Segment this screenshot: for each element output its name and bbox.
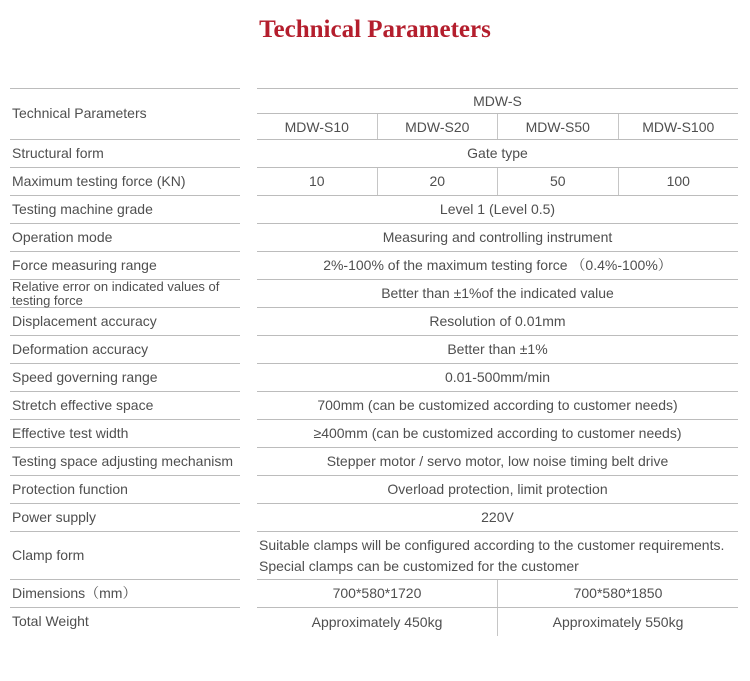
header-right-block: [257, 88, 738, 140]
model-cell: MDW-S10: [284, 118, 349, 135]
table-row: [10, 392, 738, 420]
table-row: [10, 280, 738, 308]
row-value: ≥400mm (can be customized according to customer needs): [257, 420, 738, 448]
table-row: [10, 252, 738, 280]
row-value: Measuring and controlling instrument: [257, 224, 738, 252]
model-cell: MDW-S20: [377, 114, 498, 139]
row-value: 220V: [257, 504, 738, 532]
table-row: [10, 420, 738, 448]
clamp-form-line: Suitable clamps will be configured according to the customer requirements.: [259, 537, 725, 554]
value-cell: Approximately 550kg: [497, 608, 738, 636]
value-cell: Approximately 450kg: [311, 613, 443, 630]
row-label: Testing machine grade: [10, 196, 240, 224]
row-label: Testing space adjusting mechanism: [10, 448, 240, 476]
row-value: Gate type: [257, 140, 738, 168]
row-value: Resolution of 0.01mm: [257, 308, 738, 336]
table-row: [10, 448, 738, 476]
value-cell: 100: [618, 168, 739, 195]
table-row: [10, 308, 738, 336]
row-label: Force measuring range: [10, 252, 240, 280]
row-value: Better than ±1%: [257, 336, 738, 364]
row-label: Total Weight: [12, 613, 89, 630]
row-value: 700mm (can be customized according to customer needs): [257, 392, 738, 420]
row-value: Level 1 (Level 0.5): [257, 196, 738, 224]
row-values: [257, 580, 738, 608]
row-value: Stepper motor / servo motor, low noise timing belt drive: [257, 448, 738, 476]
table-row: [10, 336, 738, 364]
row-value: 2%-100% of the maximum testing force （0.4%-100%）: [257, 252, 738, 280]
row-label: Protection function: [10, 476, 240, 504]
value-cell: 50: [497, 168, 618, 195]
row-label: Clamp form: [10, 532, 240, 580]
row-values: [257, 608, 738, 636]
row-label: Dimensions（mm）: [10, 580, 240, 608]
model-cell: MDW-S50: [497, 114, 618, 139]
header-label-cell: Technical Parameters: [10, 88, 240, 140]
table-row: [10, 364, 738, 392]
clamp-form-line: Special clamps can be customized for the customer: [259, 557, 579, 574]
page-title: Technical Parameters: [259, 16, 491, 43]
model-names-row: [257, 114, 738, 140]
value-cell: 20: [377, 168, 498, 195]
series-name-cell: MDW-S: [257, 88, 738, 114]
table-row: [10, 532, 738, 580]
row-label: Deformation accuracy: [10, 336, 240, 364]
row-values: [257, 168, 738, 196]
row-value: Overload protection, limit protection: [257, 476, 738, 504]
row-label: Operation mode: [10, 224, 240, 252]
row-label: Power supply: [10, 504, 240, 532]
table-row: [10, 168, 738, 196]
row-label: Structural form: [10, 140, 240, 168]
row-label: Effective test width: [10, 420, 240, 448]
table-row: [10, 196, 738, 224]
table-row: [10, 608, 738, 636]
row-value: [257, 532, 738, 580]
table-header-row: [10, 88, 738, 140]
row-label: Speed governing range: [10, 364, 240, 392]
row-value: Better than ±1%of the indicated value: [257, 280, 738, 308]
column-gap: [240, 88, 257, 140]
table-row: [10, 476, 738, 504]
table-row: [10, 504, 738, 532]
value-cell: 700*580*1720: [332, 585, 422, 602]
table-row: [10, 140, 738, 168]
row-label: Maximum testing force (KN): [10, 168, 240, 196]
table-row: [10, 580, 738, 608]
row-label: Displacement accuracy: [10, 308, 240, 336]
value-cell: 700*580*1850: [497, 580, 738, 607]
row-label: Relative error on indicated values of testing force: [10, 280, 240, 308]
value-cell: 10: [308, 173, 325, 190]
row-label: Stretch effective space: [10, 392, 240, 420]
table-row: [10, 224, 738, 252]
row-value: 0.01-500mm/min: [257, 364, 738, 392]
model-cell: MDW-S100: [618, 114, 739, 139]
technical-parameters-table: [10, 88, 738, 636]
